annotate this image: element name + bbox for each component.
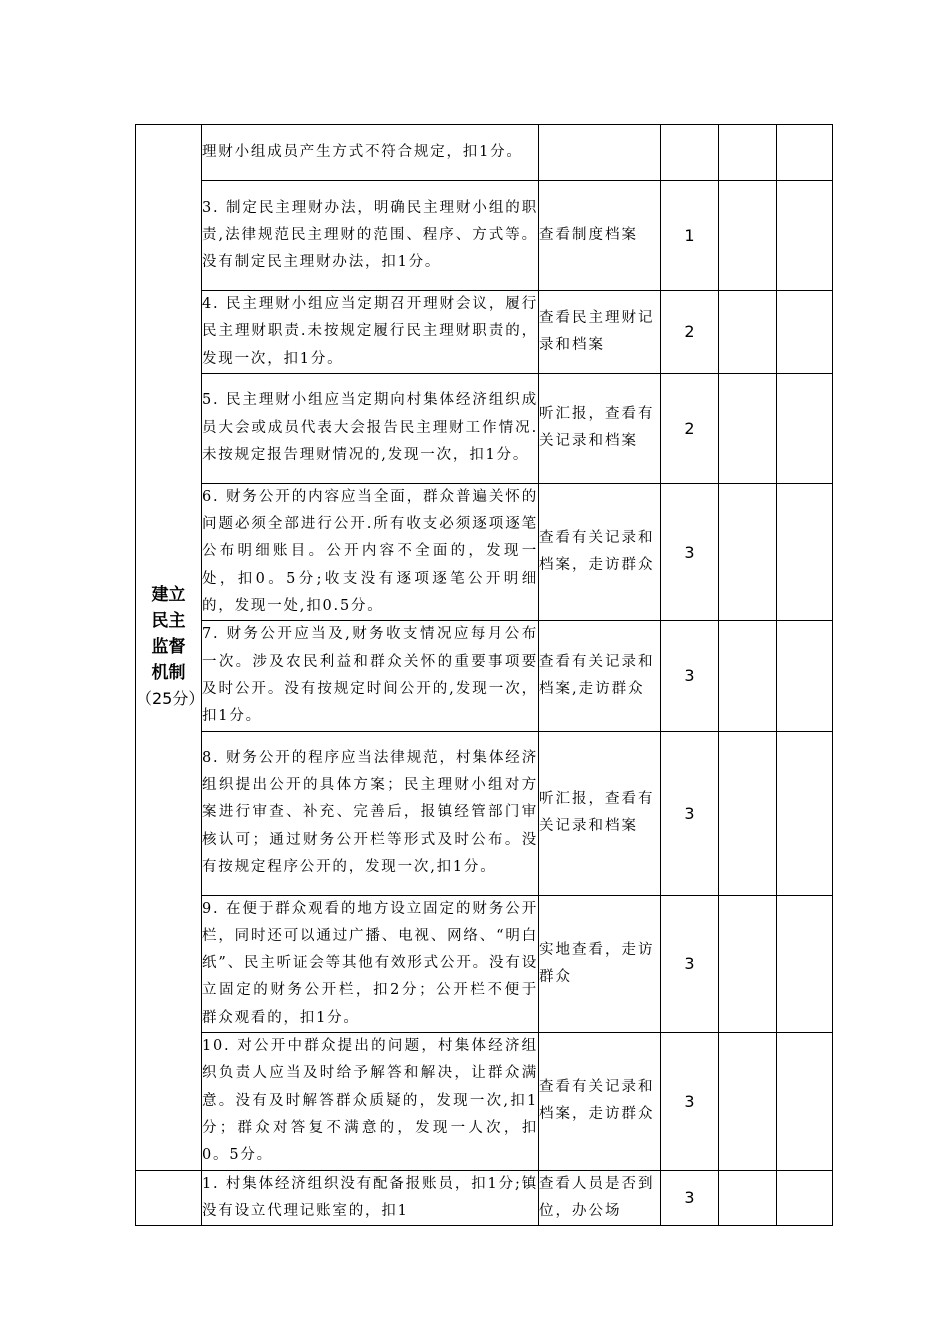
method-cell <box>539 1033 661 1170</box>
standard-text: 6. 财务公开的内容应当全面，群众普遍关怀的问题必须全部进行公开.所有收支必须逐项逐笔公布明细账目。公开内容不全面的，发现一处，扣0。5分;收支没有逐项逐笔公开明细的，发现一处,扣0.5分。 <box>202 488 538 615</box>
standard-text: 3. 制定民主理财办法，明确民主理财小组的职责,法律规范民主理财的范围、程序、方式等。没有制定民主理财办法，扣1分。 <box>202 199 538 271</box>
blank-cell <box>777 621 833 731</box>
standard-text: 7. 财务公开应当及,财务收支情况应每月公布一次。涉及农民利益和群众关怀的重要事项要及时公开。没有按规定时间公开的,发现一次，扣1分。 <box>202 626 538 725</box>
blank-cell <box>719 125 777 181</box>
blank-cell <box>777 1033 833 1170</box>
score-cell <box>661 1170 719 1226</box>
method-text: 查看有关记录和档案，走访群众 <box>539 1078 655 1123</box>
score-text: 3 <box>684 803 695 823</box>
table-row <box>136 731 833 895</box>
table-row <box>136 181 833 291</box>
table-row <box>136 125 833 181</box>
method-cell <box>539 483 661 620</box>
standard-cell <box>202 1033 539 1170</box>
method-text: 查看有关记录和档案,走访群众 <box>539 653 655 697</box>
standard-text: 8. 财务公开的程序应当法律规范，村集体经济组织提出公开的具体方案；民主理财小组对方案进行审查、补充、完善后，报镇经管部门审核认可；通过财务公开栏等形式及时公布。没有按规定程序公开的，发现一次,扣1分。 <box>202 749 538 875</box>
method-text: 查看制度档案 <box>539 226 638 243</box>
score-cell <box>661 125 719 181</box>
method-cell <box>539 731 661 895</box>
standard-text: 理财小组成员产生方式不符合规定，扣1分。 <box>202 143 523 160</box>
blank-cell <box>719 731 777 895</box>
blank-cell <box>136 1170 202 1226</box>
method-cell <box>539 291 661 374</box>
method-cell <box>539 1170 661 1226</box>
standard-cell <box>202 1170 539 1226</box>
standard-cell <box>202 125 539 181</box>
blank-cell <box>777 181 833 291</box>
blank-cell <box>719 1033 777 1170</box>
table-row <box>136 895 833 1032</box>
standard-cell <box>202 373 539 483</box>
blank-cell <box>719 895 777 1032</box>
score-text: 3 <box>684 954 695 974</box>
standard-text: 5. 民主理财小组应当定期向村集体经济组织成员大会或成员代表大会报告民主理财工作情况.未按规定报告理财情况的,发现一次，扣1分。 <box>202 392 538 464</box>
score-cell <box>661 1033 719 1170</box>
standard-text: 9. 在便于群众观看的地方设立固定的财务公开栏，同时还可以通过广播、电视、网络、“明白纸”、民主听证会等其他有效形式公开。没有设立固定的财务公开栏，扣2分；公开栏不便于群众观看的，扣1分。 <box>202 900 538 1026</box>
blank-cell <box>719 291 777 374</box>
blank-cell <box>719 181 777 291</box>
blank-cell <box>777 895 833 1032</box>
method-text: 听汇报，查看有关记录和档案 <box>539 790 655 835</box>
standard-text: 1. 村集体经济组织没有配备报账员，扣1分;镇没有设立代理记账室的，扣1 <box>202 1175 538 1219</box>
category-line: 民主 <box>151 611 186 632</box>
table-row <box>136 1170 833 1226</box>
method-cell <box>539 895 661 1032</box>
score-text: 2 <box>684 418 695 438</box>
table-row <box>136 1033 833 1170</box>
standard-cell <box>202 731 539 895</box>
standard-text: 10. 对公开中群众提出的问题，村集体经济组织负责人应当及时给予解答和解决，让群众满意。没有及时解答群众质疑的，发现一次,扣1分；群众对答复不满意的，发现一人次，扣0。5分。 <box>202 1038 538 1164</box>
score-text: 1 <box>684 226 695 245</box>
table-row <box>136 291 833 374</box>
blank-cell <box>777 1170 833 1226</box>
blank-cell <box>719 621 777 731</box>
blank-cell <box>719 1170 777 1226</box>
method-text: 查看有关记录和档案，走访群众 <box>539 529 655 574</box>
blank-cell <box>777 125 833 181</box>
score-cell <box>661 621 719 731</box>
score-text: 3 <box>684 542 695 562</box>
evaluation-table <box>135 124 833 1226</box>
blank-cell <box>777 483 833 620</box>
blank-cell <box>719 373 777 483</box>
standard-cell <box>202 621 539 731</box>
table-row <box>136 373 833 483</box>
table-row <box>136 483 833 620</box>
method-cell <box>539 125 661 181</box>
method-text: 听汇报，查看有关记录和档案 <box>539 406 655 450</box>
score-text: 3 <box>684 1091 695 1111</box>
method-cell <box>539 621 661 731</box>
standard-cell <box>202 895 539 1032</box>
blank-cell <box>777 291 833 374</box>
blank-cell <box>777 731 833 895</box>
category-score: （25分） <box>136 689 205 709</box>
method-text: 查看民主理财记录和档案 <box>539 309 655 353</box>
score-text: 3 <box>684 666 695 686</box>
category-line: 监督 <box>151 637 186 658</box>
category-cell <box>136 125 205 1171</box>
blank-cell <box>777 373 833 483</box>
score-cell <box>661 731 719 895</box>
blank-cell <box>719 483 777 620</box>
standard-cell <box>202 181 539 291</box>
score-cell <box>661 483 719 620</box>
method-text: 查看人员是否到位，办公场 <box>539 1175 655 1219</box>
method-cell <box>539 373 661 483</box>
method-text: 实地查看，走访群众 <box>539 941 655 985</box>
standard-cell <box>202 291 539 374</box>
score-text: 3 <box>684 1188 695 1208</box>
score-text: 2 <box>684 322 695 342</box>
category-line: 机制 <box>151 663 186 684</box>
score-cell <box>661 181 719 291</box>
method-cell <box>539 181 661 291</box>
score-cell <box>661 373 719 483</box>
standard-cell <box>202 483 539 620</box>
standard-text: 4. 民主理财小组应当定期召开理财会议，履行民主理财职责.未按规定履行民主理财职责的，发现一次，扣1分。 <box>202 296 538 367</box>
score-cell <box>661 291 719 374</box>
score-cell <box>661 895 719 1032</box>
category-line: 建立 <box>151 585 186 606</box>
table-row <box>136 621 833 731</box>
